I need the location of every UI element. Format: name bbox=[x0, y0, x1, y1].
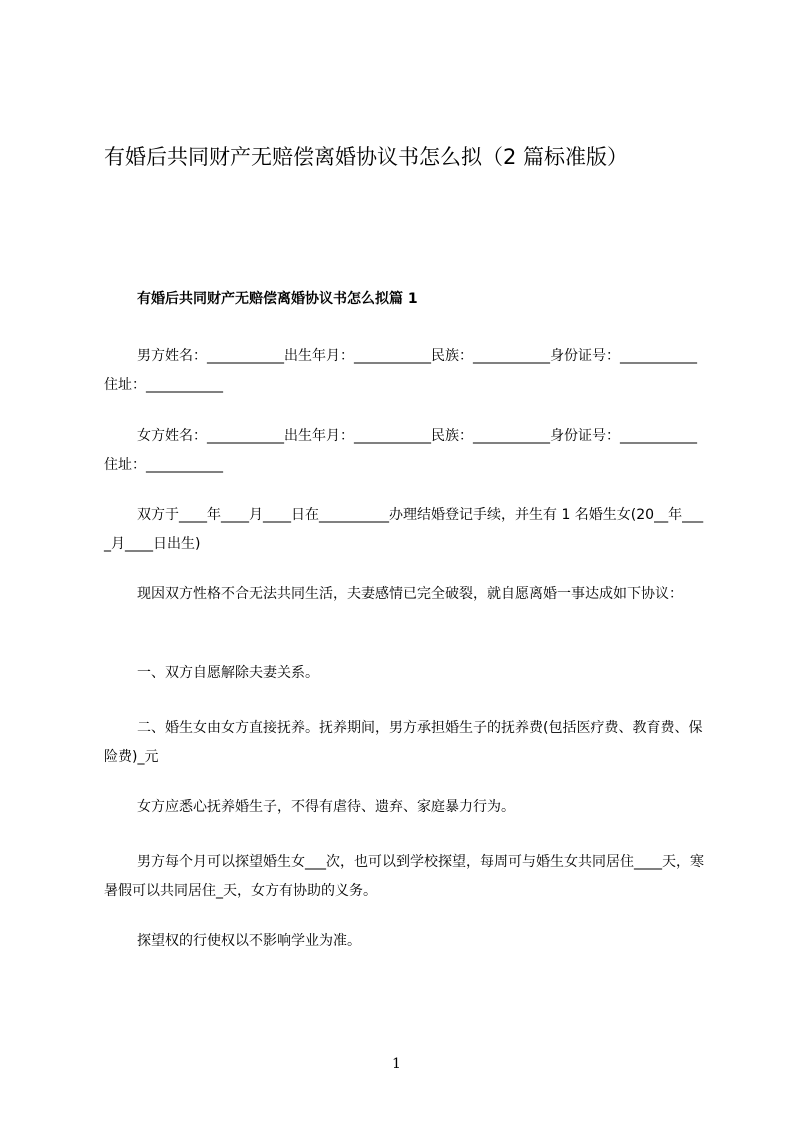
paragraph-divorce-reason: 现因双方性格不合无法共同生活，夫妻感情已完全破裂，就自愿离婚一事达成如下协议： bbox=[137, 586, 683, 602]
paragraph-custody-duty: 女方应悉心抚养婚生子，不得有虐待、遗弃、家庭暴力行为。 bbox=[137, 799, 515, 815]
paragraph-visitation: 男方每个月可以探望婚生女___次，也可以到学校探望，每周可与婚生女共同居住____天，寒暑假可以共同居住_天，女方有协助的义务。 bbox=[104, 854, 704, 899]
paragraph-clause-2: 二、婚生女由女方直接抚养。抚养期间，男方承担婚生子的抚养费(包括医疗费、教育费、保险费)_元 bbox=[104, 720, 703, 765]
document-title: 有婚后共同财产无赔偿离婚协议书怎么拟（2 篇标准版） bbox=[104, 145, 629, 169]
paragraph-clause-1: 一、双方自愿解除夫妻关系。 bbox=[137, 665, 319, 681]
paragraph-male-info: 男方姓名：___________出生年月：___________民族：___________身份证号：___________住址：___________ bbox=[104, 348, 697, 393]
paragraph-marriage-registration: 双方于____年____月____日在__________办理结婚登记手续，并生有 1 名婚生女(20__年____月____日出生) bbox=[104, 507, 704, 552]
section-title: 有婚后共同财产无赔偿离婚协议书怎么拟篇 1 bbox=[137, 291, 418, 307]
paragraph-female-info: 女方姓名：___________出生年月：___________民族：___________身份证号：___________住址：___________ bbox=[104, 428, 697, 473]
paragraph-visitation-rule: 探望权的行使权以不影响学业为准。 bbox=[137, 933, 361, 949]
page-number: 1 bbox=[392, 1056, 401, 1072]
